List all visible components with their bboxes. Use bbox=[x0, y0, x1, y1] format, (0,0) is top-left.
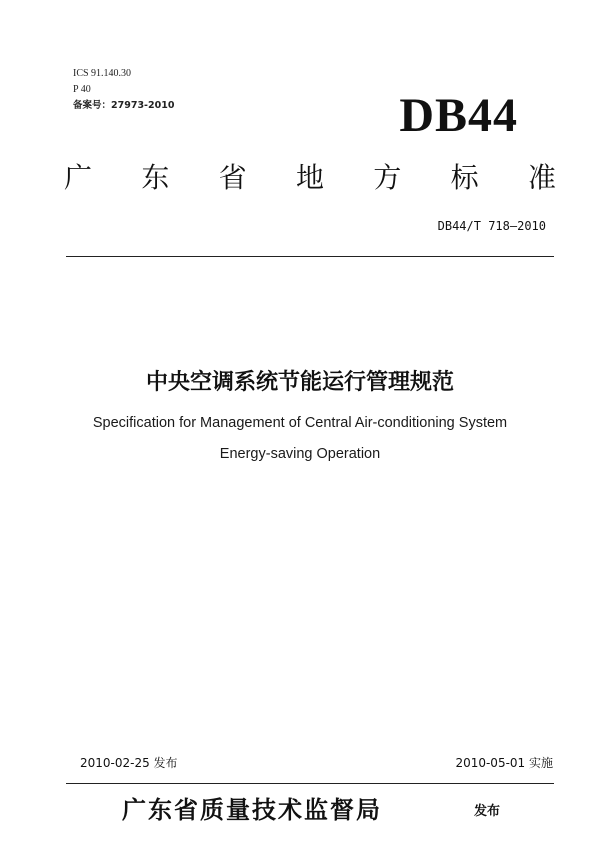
standard-type-char: 标 bbox=[450, 161, 479, 194]
implementation-date: 2010-05-01 实施 bbox=[455, 756, 553, 770]
title-english-line2: Energy-saving Operation bbox=[219, 446, 381, 462]
standard-type-char: 地 bbox=[295, 161, 324, 194]
issuer-name: 广东省质量技术监督局 bbox=[122, 795, 382, 824]
bottom-divider bbox=[66, 783, 554, 784]
standard-mark: DB44 bbox=[399, 89, 518, 142]
standard-type-heading bbox=[64, 160, 556, 196]
title-english-line1: Specification for Management of Central Air-conditioning System bbox=[92, 415, 508, 431]
standard-number: DB44/T 718—2010 bbox=[437, 219, 546, 233]
standard-type-char: 东 bbox=[141, 161, 170, 194]
title-chinese: 中央空调系统节能运行管理规范 bbox=[145, 370, 454, 395]
standard-type-char: 准 bbox=[527, 161, 556, 194]
record-number: 备案号：27973-2010 bbox=[73, 100, 175, 111]
issued-label: 发布 bbox=[474, 804, 501, 819]
ics-code: ICS 91.140.30 bbox=[73, 68, 132, 79]
standard-type-char: 广 bbox=[64, 161, 93, 194]
issue-date: 2010-02-25 发布 bbox=[80, 756, 178, 770]
standard-type-char: 省 bbox=[218, 161, 247, 194]
standard-type-char: 方 bbox=[373, 161, 402, 194]
classification-code: P 40 bbox=[73, 84, 91, 95]
top-divider bbox=[66, 256, 554, 257]
